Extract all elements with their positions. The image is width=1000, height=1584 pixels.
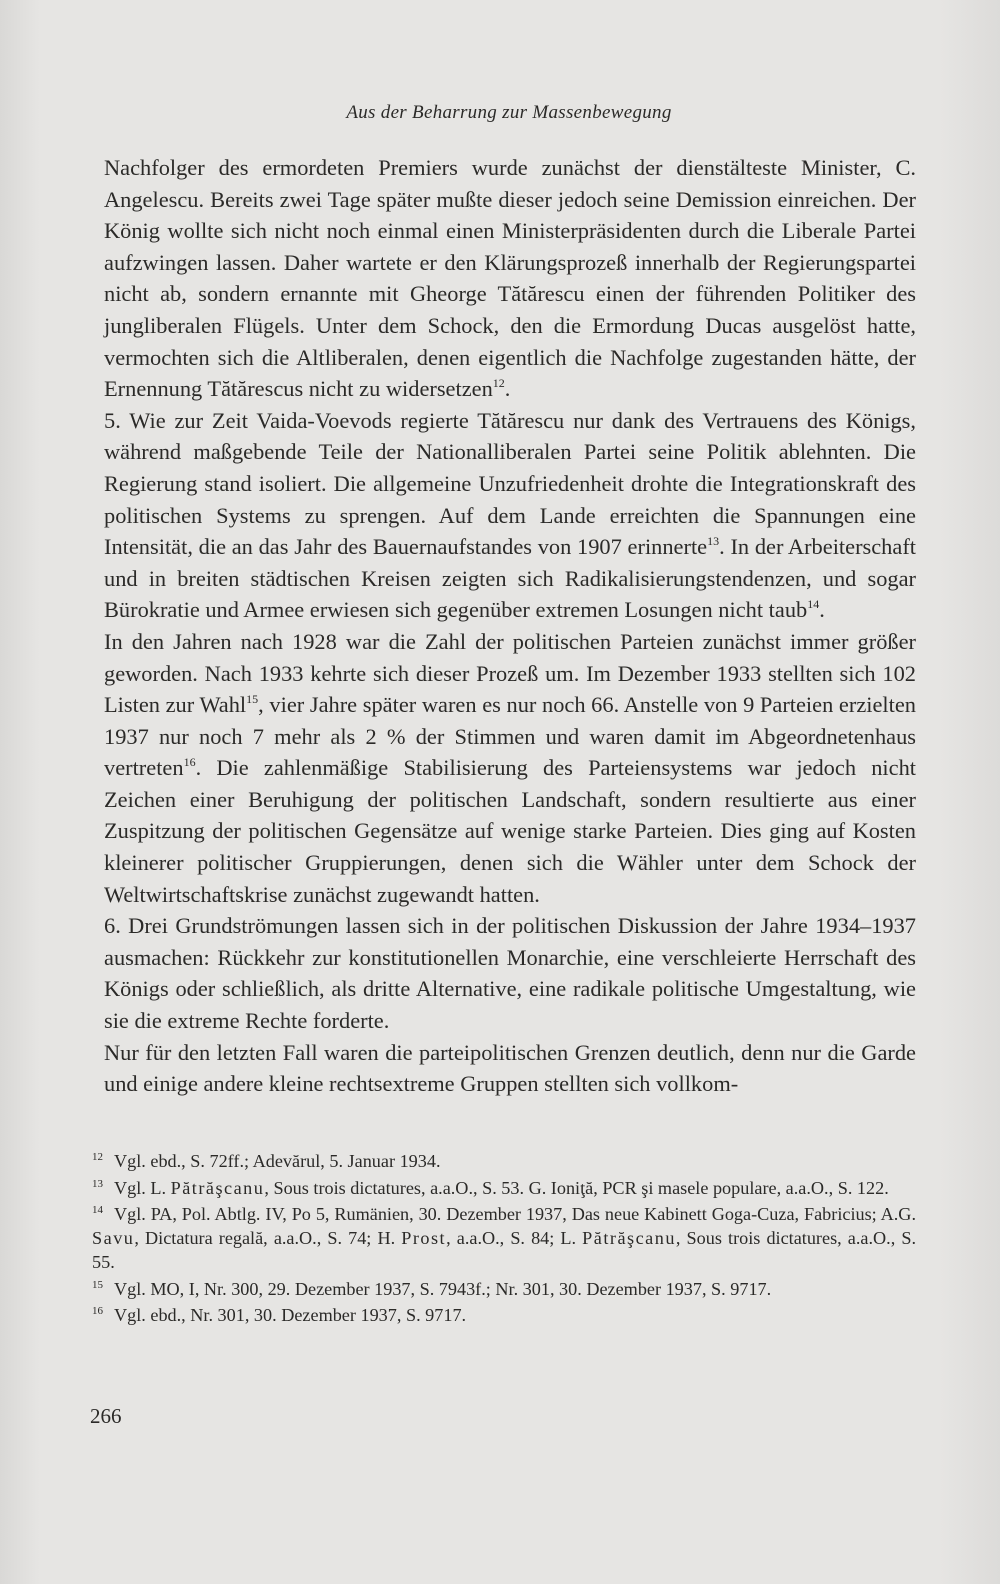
- paragraph-text: . Die zahlenmäßige Stabilisierung des Parteiensystems war jedoch nicht Zeichen einer Beruhigung der politischen Landschaft, sondern resultierte aus einer Zuspitzung der politischen Gegensätze auf wenige starke Parteien. Dies ging auf Kosten kleinerer politischer Gruppierungen, denen sich die Wähler unter dem Schock der Weltwirtschaftskrise zunächst zugewandt hatten.: [104, 755, 916, 907]
- footnote-text: , a.a.O., S. 84; L.: [446, 1228, 583, 1249]
- footnote-ref: 15: [246, 692, 259, 707]
- footnote: 16 Vgl. ebd., Nr. 301, 30. Dezember 1937, S. 9717.: [92, 1305, 467, 1326]
- paragraph-text: .: [504, 376, 511, 402]
- paragraph: [104, 405, 916, 626]
- footnote-author: Pătrăşcanu: [170, 1177, 265, 1198]
- paragraph-text: , vier Jahre später waren es nur noch 66. Anstelle von 9 Parteien erzielten 1937 nur noch 7 mehr als 2 % der Stimmen und waren damit im Abgeordnetenhaus vertreten: [104, 692, 916, 781]
- footnote-text: Vgl. MO, I, Nr. 300, 29. Dezember 1937, S. 7943f.; Nr. 301, 30. Dezember 1937, S. 9717.: [114, 1278, 772, 1299]
- paragraph-text: . In der Arbeiterschaft und in breiten städtischen Kreisen zeigten sich Radikalisierungstendenzen, und sogar Bürokratie und Armee erwiesen sich gegenüber extremen Losungen nicht taub: [104, 534, 916, 623]
- paragraph-text: 5. Wie zur Zeit Vaida-Voevods regierte Tătărescu nur dank des Vertrauens des Königs, während maßgebende Teile der Nationalliberalen Partei seine Politik ablehnten. Die Regierung stand isoliert. Die allgemeine Unzufriedenheit drohte die Integrationskraft des politischen Systems zu sprengen. Auf dem Lande erreichten die Spannungen eine Intensität, die an das Jahr des Bauernaufstandes von 1907 erinnerte: [104, 407, 916, 560]
- footnote-text: , Dictatura regală, a.a.O., S. 74; H.: [134, 1228, 402, 1249]
- paragraph: [104, 1037, 916, 1100]
- footnote: 12 Vgl. ebd., S. 72ff.; Adevărul, 5. Januar 1934.: [92, 1151, 441, 1171]
- paragraph-text: 6. Drei Grundströmungen lassen sich in der politischen Diskussion der Jahre 1934–1937 ausmachen: Rückkehr zur konstitutionellen Monarchie, eine verschleierte Herrschaft des Königs oder schließlich, als dritte Alternative, eine radikale politische Umgestaltung, wie sie die extreme Rechte forderte.: [104, 913, 916, 1034]
- body-text: [104, 152, 916, 1100]
- footnote: 15 Vgl. MO, I, Nr. 300, 29. Dezember 1937, S. 7943f.; Nr. 301, 30. Dezember 1937, S. 9717.: [92, 1278, 772, 1299]
- running-head: Aus der Beharrung zur Massenbewegung: [346, 102, 672, 123]
- footnotes: [92, 1150, 916, 1331]
- footnote-ref: 12: [492, 376, 505, 391]
- footnote-text: Vgl. ebd., Nr. 301, 30. Dezember 1937, S. 9717.: [114, 1305, 467, 1326]
- paragraph: [104, 910, 916, 1036]
- paragraph-text: Nur für den letzten Fall waren die parteipolitischen Grenzen deutlich, denn nur die Garde und einige andere kleine rechtsextreme Gruppen stellten sich vollkom-: [104, 1039, 916, 1097]
- paragraph-text: .: [819, 597, 825, 623]
- page-number: 266: [90, 1404, 122, 1428]
- paragraph: [104, 152, 916, 405]
- footnote-ref: 13: [707, 534, 720, 549]
- paragraph-text: In den Jahren nach 1928 war die Zahl der politischen Parteien zunächst immer größer geworden. Nach 1933 kehrte sich dieser Prozeß um. Im Dezember 1933 stellten sich 102 Listen zur Wahl: [104, 628, 916, 718]
- paragraph: [104, 626, 916, 910]
- footnote: 14 Vgl. PA, Pol. Abtlg. IV, Po 5, Rumänien, 30. Dezember 1937, Das neue Kabinett Goga-Cuza, Fabricius; A.G. Savu, Dictatura regală, a.a.O., S. 74; H. Prost, a.a.O., S. 84; L. Pătrăşcanu, Sous trois dictatures, a.a.O., S. 55.: [92, 1204, 916, 1272]
- footnote-author: Pătrăşcanu: [582, 1228, 676, 1249]
- footnote-ref: 14: [807, 597, 820, 612]
- footnote-text: , Sous trois dictatures, a.a.O., S. 55.: [92, 1228, 916, 1272]
- footnote-text: Vgl. PA, Pol. Abtlg. IV, Po 5, Rumänien, 30. Dezember 1937, Das neue Kabinett Goga-Cuza, Fabricius; A.G.: [114, 1204, 916, 1225]
- footnote-author: Prost: [401, 1228, 447, 1249]
- footnote: 13 Vgl. L. Pătrăşcanu, Sous trois dictatures, a.a.O., S. 53. G. Ioniţă, PCR şi masele populare, a.a.O., S. 122.: [92, 1177, 889, 1198]
- footnote-text: , Sous trois dictatures, a.a.O., S. 53. G. Ioniţă, PCR şi masele populare, a.a.O., S. 122.: [264, 1177, 889, 1198]
- paragraph-text: Nachfolger des ermordeten Premiers wurde zunächst der dienstälteste Minister, C. Angelescu. Bereits zwei Tage später mußte dieser jedoch seine Demission einreichen. Der König wollte sich nicht noch einmal einen Ministerpräsidenten durch die Liberale Partei aufzwingen lassen. Daher wartete er den Klärungsprozeß innerhalb der Regierungspartei nicht ab, sondern ernannte mit Gheorge Tătărescu einen der führenden Politiker des jungliberalen Flügels. Unter dem Schock, den die Ermordung Ducas ausgelöst hatte, vermochten sich die Altliberalen, denen eigentlich die Nachfolge zugestanden hätte, der Ernennung Tătărescus nicht zu widersetzen: [104, 155, 916, 402]
- footnote-text: Vgl. L.: [114, 1177, 171, 1198]
- footnote-text: Vgl. ebd., S. 72ff.; Adevărul, 5. Januar 1934.: [114, 1151, 441, 1171]
- footnote-ref: 16: [183, 755, 196, 770]
- footnote-author: Savu: [92, 1228, 135, 1249]
